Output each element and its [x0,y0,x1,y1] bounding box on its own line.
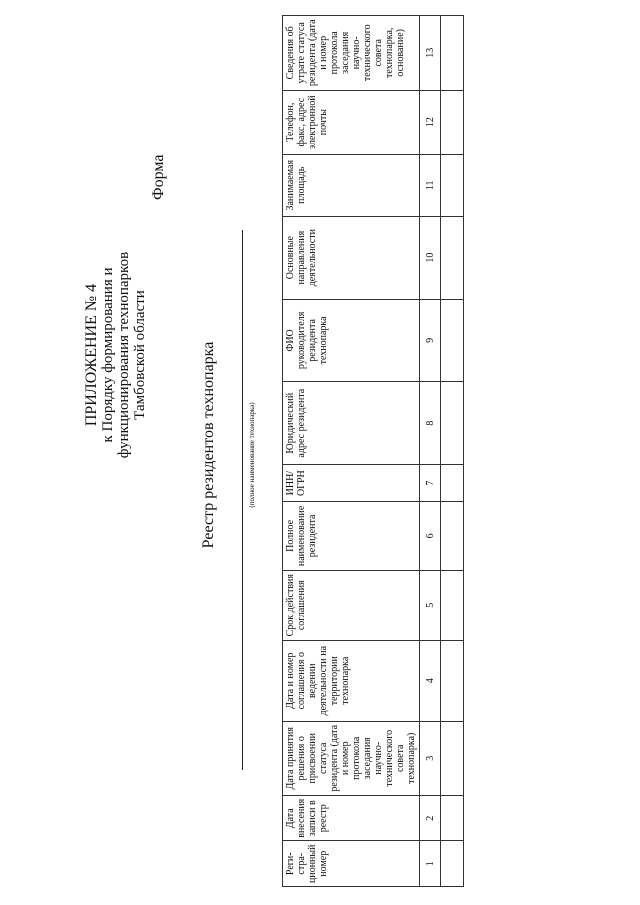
table-cell[interactable] [441,570,464,640]
col-header-status-loss: Сведения об утрате статуса резидента (дата и номер протокола заседания научно-технического совета технопарка, основание) [283,16,420,91]
column-number: 5 [420,570,441,640]
column-number: 1 [420,841,441,887]
form-label: Форма [150,154,167,200]
table-cell[interactable] [441,16,464,91]
col-header-legal-address: Юридический адрес резидента [283,382,420,465]
column-number: 4 [420,640,441,721]
col-header-resident-name: Полное наименование резидента [283,502,420,570]
col-header-reg-number: Регистрационный номер [283,841,420,887]
column-number: 11 [420,154,441,216]
appendix-line-3: функционирования технопарков [116,251,132,459]
col-header-director: ФИО руководителя резидента технопарка [283,299,420,382]
table-cell[interactable] [441,841,464,887]
col-header-activities: Основные направления деятельности [283,216,420,299]
column-number: 3 [420,721,441,795]
residents-register-table [282,15,464,887]
appendix-line-4: Тамбовской области [132,290,148,420]
col-header-entry-date: Дата внесения записи в реестр [283,796,420,842]
column-number: 2 [420,796,441,842]
col-header-area: Занимаемая площадь [283,154,420,216]
column-number: 6 [420,502,441,570]
column-number: 7 [420,465,441,502]
technopark-name-caption: (полное наименование технопарка) [248,402,256,508]
table-cell[interactable] [441,216,464,299]
col-header-decision-date: Дата принятия решения о присвоении статуса резидента (дата и номер протокола заседания научно-технического совета технопарка) [283,721,420,795]
appendix-header [84,205,148,505]
header-row [283,16,420,887]
col-header-agreement: Дата и номер соглашения о ведении деятельности на территории технопарка [283,640,420,721]
table-cell[interactable] [441,465,464,502]
table-cell[interactable] [441,382,464,465]
column-number-row [420,16,441,887]
table-cell[interactable] [441,640,464,721]
document-title: Реестр резидентов технопарка [200,341,217,549]
table-cell[interactable] [441,154,464,216]
col-header-contacts: Телефон, факс, адрес электронной почты [283,90,420,154]
technopark-name-line [242,230,243,770]
column-number: 8 [420,382,441,465]
column-number: 9 [420,299,441,382]
empty-data-row [441,16,464,887]
table-cell[interactable] [441,502,464,570]
column-number: 10 [420,216,441,299]
col-header-inn-ogrn: ИНН/ ОГРН [283,465,420,502]
table-cell[interactable] [441,90,464,154]
appendix-title: ПРИЛОЖЕНИЕ № 4 [83,283,100,427]
table-cell[interactable] [441,721,464,795]
table-cell[interactable] [441,796,464,842]
col-header-agreement-term: Срок действия соглашения [283,570,420,640]
appendix-line-2: к Порядку формирования и [100,267,116,443]
column-number: 12 [420,90,441,154]
table-cell[interactable] [441,299,464,382]
column-number: 13 [420,16,441,91]
